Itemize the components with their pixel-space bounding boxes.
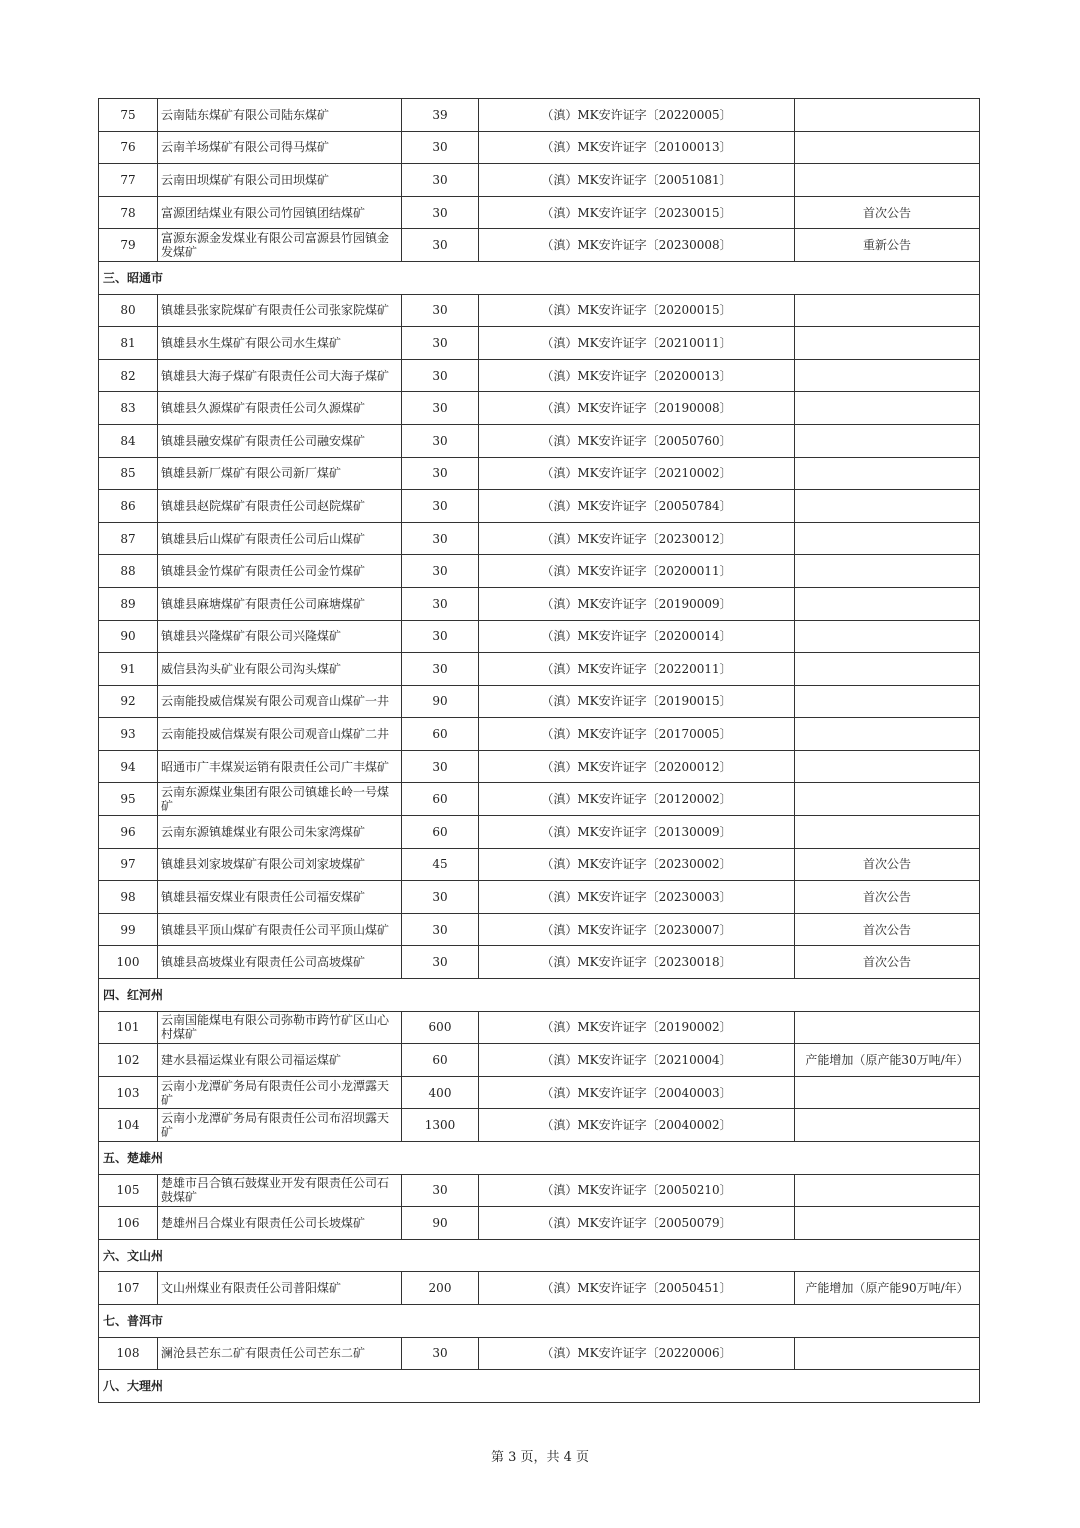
table-row [99, 196, 980, 229]
license-number: （滇）MK安许证字〔20040002〕 [479, 1109, 795, 1142]
row-number: 78 [99, 196, 158, 229]
capacity: 600 [402, 1011, 479, 1044]
remark [795, 587, 980, 620]
license-number: （滇）MK安许证字〔20230002〕 [479, 848, 795, 881]
table-row [99, 131, 980, 164]
capacity: 90 [402, 685, 479, 718]
remark [795, 359, 980, 392]
section-title: 七、普洱市 [99, 1304, 980, 1337]
section-header-row [99, 1142, 980, 1175]
mine-name: 云南小龙潭矿务局有限责任公司布沼坝露天矿 [158, 1109, 402, 1142]
table-row [99, 1174, 980, 1207]
row-number: 103 [99, 1076, 158, 1109]
row-number: 108 [99, 1337, 158, 1370]
mine-name: 富源东源金发煤业有限公司富源县竹园镇金发煤矿 [158, 229, 402, 262]
capacity: 30 [402, 131, 479, 164]
remark [795, 522, 980, 555]
license-number: （滇）MK安许证字〔20040003〕 [479, 1076, 795, 1109]
table-row [99, 946, 980, 979]
section-title: 三、昭通市 [99, 261, 980, 294]
row-number: 104 [99, 1109, 158, 1142]
row-number: 97 [99, 848, 158, 881]
license-number: （滇）MK安许证字〔20230003〕 [479, 881, 795, 914]
row-number: 92 [99, 685, 158, 718]
row-number: 89 [99, 587, 158, 620]
capacity: 200 [402, 1272, 479, 1305]
section-header-row [99, 1304, 980, 1337]
license-number: （滇）MK安许证字〔20220011〕 [479, 653, 795, 686]
mine-name: 镇雄县金竹煤矿有限责任公司金竹煤矿 [158, 555, 402, 588]
row-number: 77 [99, 164, 158, 197]
row-number: 107 [99, 1272, 158, 1305]
capacity: 30 [402, 1174, 479, 1207]
table-row [99, 457, 980, 490]
mine-name: 镇雄县融安煤矿有限责任公司融安煤矿 [158, 424, 402, 457]
section-header-row [99, 979, 980, 1012]
license-number: （滇）MK安许证字〔20190015〕 [479, 685, 795, 718]
mine-name: 镇雄县久源煤矿有限责任公司久源煤矿 [158, 392, 402, 425]
mine-name: 镇雄县张家院煤矿有限责任公司张家院煤矿 [158, 294, 402, 327]
remark [795, 1174, 980, 1207]
capacity: 1300 [402, 1109, 479, 1142]
remark [795, 1207, 980, 1240]
row-number: 75 [99, 99, 158, 132]
license-number: （滇）MK安许证字〔20100013〕 [479, 131, 795, 164]
table-row [99, 685, 980, 718]
capacity: 30 [402, 881, 479, 914]
license-number: （滇）MK安许证字〔20050079〕 [479, 1207, 795, 1240]
license-number: （滇）MK安许证字〔20130009〕 [479, 816, 795, 849]
mine-name: 文山州煤业有限责任公司普阳煤矿 [158, 1272, 402, 1305]
remark: 产能增加（原产能90万吨/年） [795, 1272, 980, 1305]
mine-name: 楚雄市吕合镇石鼓煤业开发有限责任公司石鼓煤矿 [158, 1174, 402, 1207]
license-number: （滇）MK安许证字〔20120002〕 [479, 783, 795, 816]
remark: 首次公告 [795, 946, 980, 979]
license-number: （滇）MK安许证字〔20200014〕 [479, 620, 795, 653]
capacity: 30 [402, 392, 479, 425]
license-number: （滇）MK安许证字〔20230015〕 [479, 196, 795, 229]
remark [795, 457, 980, 490]
remark [795, 99, 980, 132]
mine-name: 楚雄州吕合煤业有限责任公司长坡煤矿 [158, 1207, 402, 1240]
row-number: 84 [99, 424, 158, 457]
capacity: 30 [402, 587, 479, 620]
row-number: 90 [99, 620, 158, 653]
remark [795, 685, 980, 718]
capacity: 39 [402, 99, 479, 132]
remark: 首次公告 [795, 848, 980, 881]
mine-name: 镇雄县大海子煤矿有限责任公司大海子煤矿 [158, 359, 402, 392]
row-number: 101 [99, 1011, 158, 1044]
row-number: 96 [99, 816, 158, 849]
remark: 产能增加（原产能30万吨/年） [795, 1044, 980, 1077]
capacity: 45 [402, 848, 479, 881]
capacity: 30 [402, 229, 479, 262]
license-number: （滇）MK安许证字〔20210011〕 [479, 327, 795, 360]
mine-name: 镇雄县兴隆煤矿有限公司兴隆煤矿 [158, 620, 402, 653]
remark [795, 718, 980, 751]
row-number: 95 [99, 783, 158, 816]
license-number: （滇）MK安许证字〔20050760〕 [479, 424, 795, 457]
row-number: 93 [99, 718, 158, 751]
table-row [99, 392, 980, 425]
row-number: 106 [99, 1207, 158, 1240]
capacity: 90 [402, 1207, 479, 1240]
license-number: （滇）MK安许证字〔20230012〕 [479, 522, 795, 555]
table-row [99, 1272, 980, 1305]
row-number: 83 [99, 392, 158, 425]
license-number: （滇）MK安许证字〔20210004〕 [479, 1044, 795, 1077]
row-number: 99 [99, 913, 158, 946]
table-row [99, 1207, 980, 1240]
mine-name: 镇雄县刘家坡煤矿有限公司刘家坡煤矿 [158, 848, 402, 881]
license-number: （滇）MK安许证字〔20190009〕 [479, 587, 795, 620]
capacity: 30 [402, 424, 479, 457]
section-header-row [99, 1239, 980, 1272]
row-number: 98 [99, 881, 158, 914]
capacity: 30 [402, 164, 479, 197]
remark: 首次公告 [795, 196, 980, 229]
table-row [99, 490, 980, 523]
row-number: 82 [99, 359, 158, 392]
remark [795, 620, 980, 653]
mine-name: 镇雄县新厂煤矿有限公司新厂煤矿 [158, 457, 402, 490]
license-number: （滇）MK安许证字〔20200013〕 [479, 359, 795, 392]
table-row [99, 359, 980, 392]
remark [795, 392, 980, 425]
remark [795, 294, 980, 327]
table-row [99, 1109, 980, 1142]
mine-name: 镇雄县麻塘煤矿有限责任公司麻塘煤矿 [158, 587, 402, 620]
capacity: 30 [402, 620, 479, 653]
remark [795, 164, 980, 197]
row-number: 100 [99, 946, 158, 979]
row-number: 105 [99, 1174, 158, 1207]
table-row [99, 620, 980, 653]
license-number: （滇）MK安许证字〔20190008〕 [479, 392, 795, 425]
table-row [99, 555, 980, 588]
row-number: 88 [99, 555, 158, 588]
mine-name: 澜沧县芒东二矿有限责任公司芒东二矿 [158, 1337, 402, 1370]
license-number: （滇）MK安许证字〔20190002〕 [479, 1011, 795, 1044]
license-number: （滇）MK安许证字〔20230018〕 [479, 946, 795, 979]
remark [795, 1011, 980, 1044]
mine-name: 云南小龙潭矿务局有限责任公司小龙潭露天矿 [158, 1076, 402, 1109]
license-number: （滇）MK安许证字〔20200015〕 [479, 294, 795, 327]
mine-name: 威信县沟头矿业有限公司沟头煤矿 [158, 653, 402, 686]
mine-name: 镇雄县高坡煤业有限责任公司高坡煤矿 [158, 946, 402, 979]
remark [795, 750, 980, 783]
mine-name: 建水县福运煤业有限公司福运煤矿 [158, 1044, 402, 1077]
license-number: （滇）MK安许证字〔20051081〕 [479, 164, 795, 197]
remark [795, 1076, 980, 1109]
capacity: 30 [402, 457, 479, 490]
capacity: 30 [402, 1337, 479, 1370]
license-number: （滇）MK安许证字〔20220006〕 [479, 1337, 795, 1370]
table-row [99, 913, 980, 946]
license-number: （滇）MK安许证字〔20210002〕 [479, 457, 795, 490]
table-row [99, 164, 980, 197]
table-row [99, 881, 980, 914]
section-title: 四、红河州 [99, 979, 980, 1012]
capacity: 30 [402, 555, 479, 588]
remark: 首次公告 [795, 881, 980, 914]
capacity: 30 [402, 490, 479, 523]
row-number: 87 [99, 522, 158, 555]
table-row [99, 424, 980, 457]
capacity: 60 [402, 1044, 479, 1077]
license-number: （滇）MK安许证字〔20220005〕 [479, 99, 795, 132]
row-number: 86 [99, 490, 158, 523]
section-title: 六、文山州 [99, 1239, 980, 1272]
capacity: 30 [402, 327, 479, 360]
mine-name: 昭通市广丰煤炭运销有限责任公司广丰煤矿 [158, 750, 402, 783]
remark: 首次公告 [795, 913, 980, 946]
row-number: 91 [99, 653, 158, 686]
remark [795, 1337, 980, 1370]
mine-name: 云南东源镇雄煤业有限公司朱家湾煤矿 [158, 816, 402, 849]
table-row [99, 653, 980, 686]
section-header-row [99, 261, 980, 294]
table-row [99, 522, 980, 555]
mine-name: 云南羊场煤矿有限公司得马煤矿 [158, 131, 402, 164]
license-number: （滇）MK安许证字〔20230008〕 [479, 229, 795, 262]
remark [795, 1109, 980, 1142]
mine-name: 镇雄县福安煤业有限责任公司福安煤矿 [158, 881, 402, 914]
remark [795, 783, 980, 816]
row-number: 94 [99, 750, 158, 783]
capacity: 30 [402, 196, 479, 229]
capacity: 60 [402, 783, 479, 816]
remark [795, 131, 980, 164]
license-number: （滇）MK安许证字〔20200011〕 [479, 555, 795, 588]
capacity: 30 [402, 750, 479, 783]
capacity: 30 [402, 653, 479, 686]
section-title: 五、楚雄州 [99, 1142, 980, 1175]
table-row [99, 294, 980, 327]
remark [795, 816, 980, 849]
remark [795, 555, 980, 588]
table-row [99, 750, 980, 783]
license-number: （滇）MK安许证字〔20230007〕 [479, 913, 795, 946]
remark [795, 653, 980, 686]
capacity: 30 [402, 359, 479, 392]
mine-name: 镇雄县平顶山煤矿有限责任公司平顶山煤矿 [158, 913, 402, 946]
mine-name: 镇雄县后山煤矿有限责任公司后山煤矿 [158, 522, 402, 555]
capacity: 30 [402, 522, 479, 555]
row-number: 76 [99, 131, 158, 164]
coal-mine-table [98, 98, 980, 1403]
table-row [99, 99, 980, 132]
mine-name: 云南东源煤业集团有限公司镇雄长岭一号煤矿 [158, 783, 402, 816]
capacity: 30 [402, 946, 479, 979]
capacity: 60 [402, 816, 479, 849]
license-number: （滇）MK安许证字〔20050784〕 [479, 490, 795, 523]
mine-name: 镇雄县水生煤矿有限公司水生煤矿 [158, 327, 402, 360]
remark [795, 424, 980, 457]
section-title: 八、大理州 [99, 1370, 980, 1403]
table-row [99, 1337, 980, 1370]
license-number: （滇）MK安许证字〔20200012〕 [479, 750, 795, 783]
mine-name: 云南陆东煤矿有限公司陆东煤矿 [158, 99, 402, 132]
row-number: 80 [99, 294, 158, 327]
table-row [99, 1011, 980, 1044]
capacity: 400 [402, 1076, 479, 1109]
section-header-row [99, 1370, 980, 1403]
mine-name: 云南能投威信煤炭有限公司观音山煤矿一井 [158, 685, 402, 718]
capacity: 60 [402, 718, 479, 751]
table-row [99, 816, 980, 849]
table-row [99, 718, 980, 751]
remark [795, 327, 980, 360]
remark: 重新公告 [795, 229, 980, 262]
mine-name: 云南国能煤电有限公司弥勒市跨竹矿区山心村煤矿 [158, 1011, 402, 1044]
table-row [99, 229, 980, 262]
license-number: （滇）MK安许证字〔20050210〕 [479, 1174, 795, 1207]
mine-name: 富源团结煤业有限公司竹园镇团结煤矿 [158, 196, 402, 229]
license-number: （滇）MK安许证字〔20170005〕 [479, 718, 795, 751]
remark [795, 490, 980, 523]
mine-name: 镇雄县赵院煤矿有限责任公司赵院煤矿 [158, 490, 402, 523]
page-footer: 第 3 页，共 4 页 [490, 1450, 590, 1465]
capacity: 30 [402, 913, 479, 946]
table-row [99, 848, 980, 881]
table-row [99, 1044, 980, 1077]
table-row [99, 587, 980, 620]
row-number: 81 [99, 327, 158, 360]
mine-name: 云南能投威信煤炭有限公司观音山煤矿二井 [158, 718, 402, 751]
table-row [99, 327, 980, 360]
row-number: 79 [99, 229, 158, 262]
row-number: 102 [99, 1044, 158, 1077]
mine-name: 云南田坝煤矿有限公司田坝煤矿 [158, 164, 402, 197]
table-row [99, 783, 980, 816]
capacity: 30 [402, 294, 479, 327]
license-number: （滇）MK安许证字〔20050451〕 [479, 1272, 795, 1305]
row-number: 85 [99, 457, 158, 490]
table-row [99, 1076, 980, 1109]
